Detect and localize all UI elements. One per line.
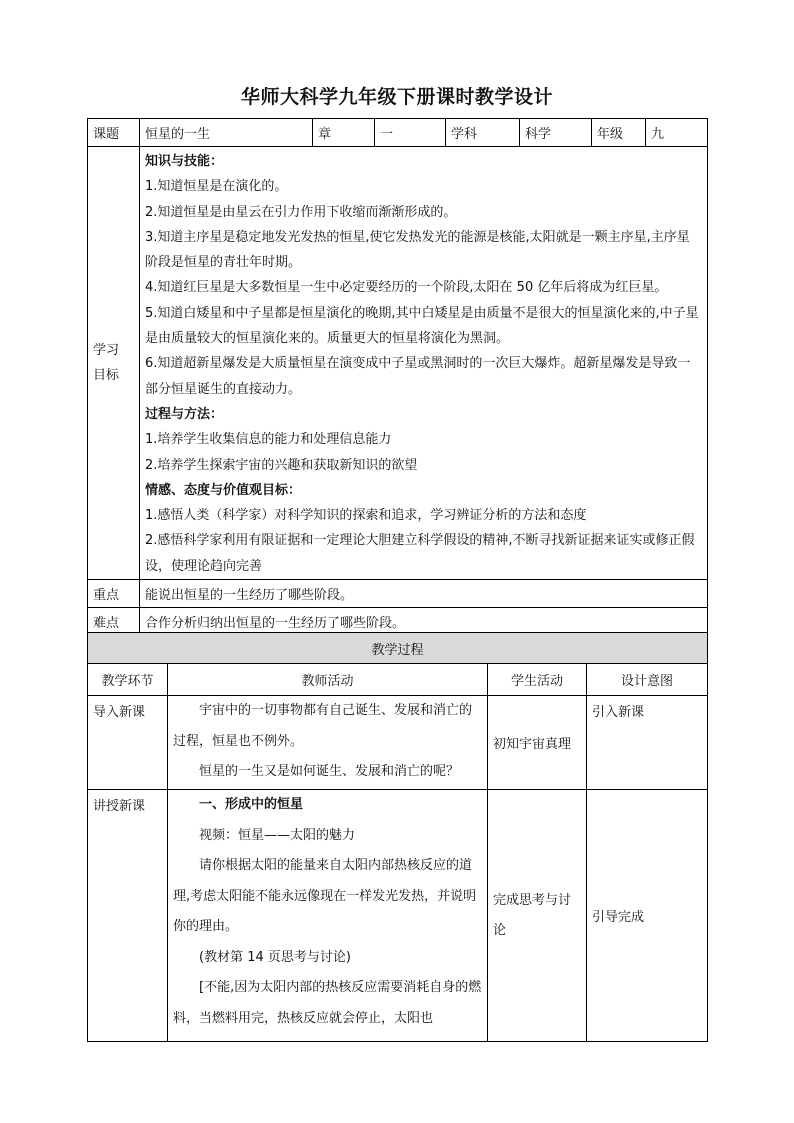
col-intent-header: 设计意图 [587,664,708,696]
objective-e1: 1.感悟人类（科学家）对科学知识的探索和追求，学习辨证分析的方法和态度 [145,508,587,524]
objective-p2: 2.培养学生探索宇宙的兴趣和获取新知识的欲望 [145,457,418,473]
key-point-text: 能说出恒星的一生经历了哪些阶段。 [140,580,708,608]
teaching-process-table [87,632,708,1042]
emotion-heading: 情感、态度与价值观目标： [145,482,302,498]
key-point-row [88,580,708,608]
teacher-paragraph: 宇宙中的一切事物都有自己诞生、发展和消亡的过程，恒星也不例外。 [173,703,473,749]
teacher-paragraph: 视频：恒星——太阳的魅力 [199,827,356,843]
key-point-label: 重点 [88,580,140,608]
teacher-activity-cell [168,790,488,1042]
col-teacher-header: 教师活动 [168,664,488,696]
info-row [88,119,708,147]
grade-value: 九 [646,119,708,147]
col-student-header: 学生活动 [488,664,587,696]
teacher-activity-cell [168,696,488,790]
grade-label: 年级 [592,119,646,147]
objective-e2: 2.感悟科学家利用有限证据和一定理论大胆建立科学假设的精神,不断寻找新证据来证实或修正假设，使理论趋向完善 [145,533,695,574]
subject-label: 学科 [446,119,520,147]
design-intent-cell: 引导完成 [587,790,708,1042]
teacher-paragraph: 请你根据太阳的能量来自太阳内部热核反应的道理,考虑太阳能不能永远像现在一样发光发热，并说明你的理由。 [173,858,477,934]
chapter-label: 章 [313,119,375,147]
process-row-intro [88,696,708,790]
process-row-lecture [88,790,708,1042]
objective-k6: 6.知道超新星爆发是大质量恒星在演变成中子星或黑洞时的一次巨大爆炸。超新星爆发是导致一部分恒星诞生的直接动力。 [145,356,691,397]
objective-p1: 1.培养学生收集信息的能力和处理信息能力 [145,432,392,448]
lesson-info-table [87,118,708,636]
topic-value: 恒星的一生 [140,119,313,147]
objectives-row [88,147,708,580]
difficulty-text: 合作分析归纳出恒星的一生经历了哪些阶段。 [140,608,708,636]
student-activity-cell: 完成思考与讨论 [488,790,587,1042]
topic-label: 课题 [88,119,140,147]
knowledge-heading: 知识与技能： [145,154,224,169]
stage-cell: 讲授新课 [88,790,168,1042]
process-header-row [88,664,708,696]
objective-k4: 4.知道红巨星是大多数恒星一生中必定要经历的一个阶段,太阳在 50 亿年后将成为红巨星。 [145,280,668,296]
col-stage-header: 教学环节 [88,664,168,696]
objective-k5: 5.知道白矮星和中子星都是恒星演化的晚期,其中白矮星是由质量不是很大的恒星演化来的,中子星是由质量较大的恒星演化来的。质量更大的恒星将演化为黑洞。 [145,305,699,347]
objectives-label-line2: 目标 [93,368,120,384]
student-activity-cell: 初知宇宙真理 [488,696,587,790]
difficulty-label: 难点 [88,608,140,636]
objective-k2: 2.知道恒星是由星云在引力作用下收缩而渐渐形成的。 [145,204,457,220]
objectives-content [140,147,708,580]
process-section-heading: 教学过程 [88,633,708,664]
teacher-section-heading: 一、形成中的恒星 [199,797,304,812]
objectives-label-line1: 学习 [93,343,120,359]
objective-k1: 1.知道恒星是在演化的。 [145,179,288,195]
process-heading: 过程与方法： [145,406,224,422]
objective-k3: 3.知道主序星是稳定地发光发热的恒星,使它发热发光的能源是核能,太阳就是一颗主序星,主序星阶段是恒星的青壮年时期。 [145,229,690,271]
subject-value: 科学 [520,119,592,147]
stage-cell: 导入新课 [88,696,168,790]
chapter-value: 一 [375,119,446,147]
teacher-paragraph: [不能,因为太阳内部的热核反应需要消耗自身的燃料，当燃料用完，热核反应就会停止，太阳也 [173,980,482,1026]
process-heading-row [88,633,708,664]
page-title: 华师大科学九年级下册课时教学设计 [240,86,553,108]
design-intent-cell: 引入新课 [587,696,708,790]
teacher-paragraph: 恒星的一生又是如何诞生、发展和消亡的呢？ [199,764,460,779]
objectives-label [88,147,140,580]
teacher-paragraph: (教材第 14 页思考与讨论) [199,949,351,965]
